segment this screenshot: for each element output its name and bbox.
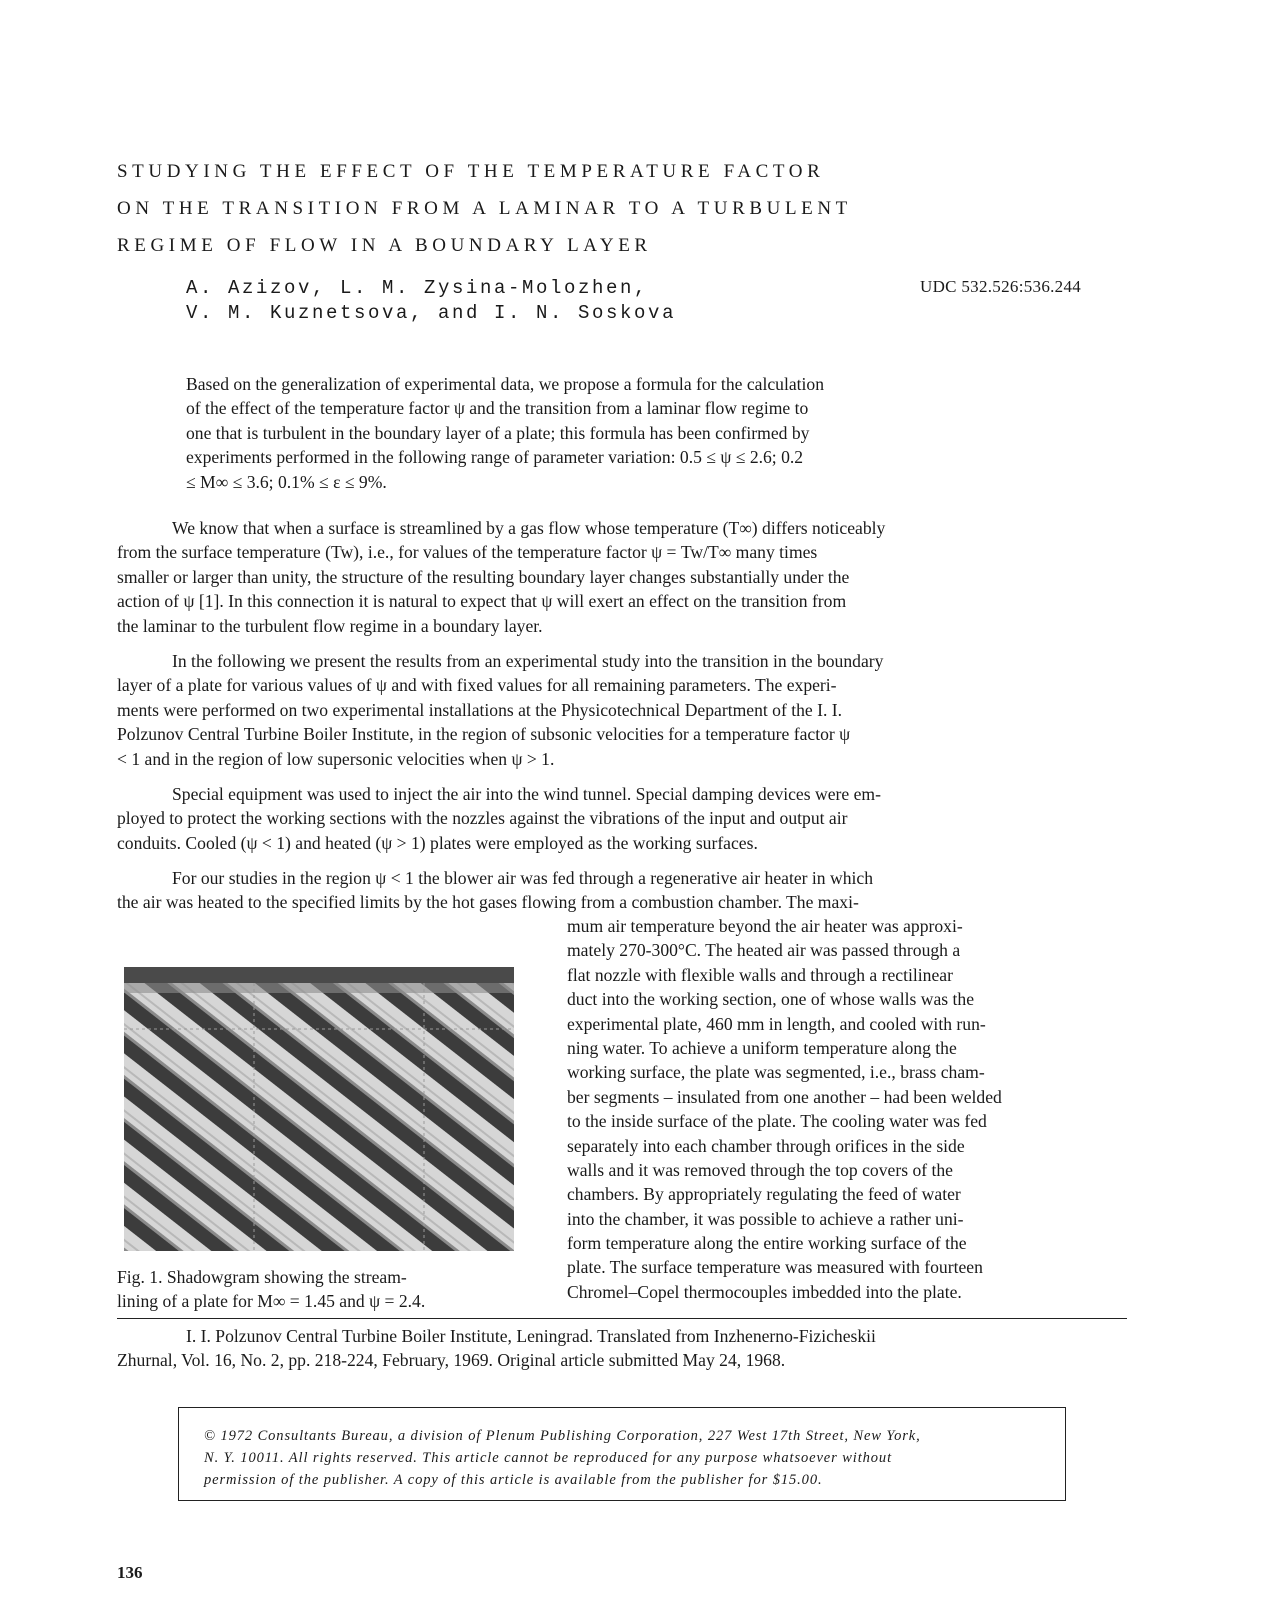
text-line: mately 270-300°C. The heated air was passed through a — [567, 940, 961, 961]
affiliation-footnote — [117, 1324, 1127, 1373]
text-line: < 1 and in the region of low supersonic velocities when ψ > 1. — [117, 748, 555, 769]
body-paragraph-2 — [117, 649, 1127, 771]
text-line: layer of a plate for various values of ψ and with fixed values for all remaining parameters. The experi- — [117, 675, 837, 696]
text-line: ning water. To achieve a uniform temperature along the — [567, 1037, 957, 1058]
abstract-line: experiments performed in the following range of parameter variation: 0.5 ≤ ψ ≤ 2.6; 0.2 — [186, 447, 804, 468]
body-paragraph-4 — [117, 866, 1127, 915]
author-line: V. M. Kuznetsova, and I. N. Soskova — [186, 302, 677, 324]
text-line: the air was heated to the specified limits by the hot gases flowing from a combustion chamber. The maxi- — [117, 892, 859, 913]
text-line: Chromel–Copel thermocouples imbedded into the plate. — [567, 1281, 962, 1302]
text-line: chambers. By appropriately regulating the feed of water — [567, 1184, 961, 1205]
text-line: working surface, the plate was segmented, i.e., brass cham- — [567, 1062, 985, 1083]
caption-line: lining of a plate for M∞ = 1.45 and ψ = 2.4. — [117, 1291, 426, 1312]
text-line: ployed to protect the working sections with the nozzles against the vibrations of the input and output air — [117, 808, 848, 829]
text-line: separately into each chamber through orifices in the side — [567, 1135, 965, 1156]
text-line: to the inside surface of the plate. The cooling water was fed — [567, 1111, 987, 1132]
shadowgram-image — [124, 967, 514, 1251]
title-line: ON THE TRANSITION FROM A LAMINAR TO A TURBULENT — [117, 198, 852, 219]
udc-code: UDC 532.526:536.244 — [920, 277, 1082, 296]
text-line: flat nozzle with flexible walls and through a rectilinear — [567, 964, 953, 985]
caption-line: Fig. 1. Shadowgram showing the stream- — [117, 1267, 407, 1287]
footnote-divider — [117, 1318, 1127, 1319]
abstract-line: one that is turbulent in the boundary layer of a plate; this formula has been confirmed by — [186, 422, 810, 443]
figure-caption — [117, 1265, 425, 1314]
copyright-text — [204, 1425, 921, 1491]
text-line: conduits. Cooled (ψ < 1) and heated (ψ > 1) plates were employed as the working surfaces. — [117, 832, 758, 853]
abstract-line: of the effect of the temperature factor ψ and the transition from a laminar flow regime to — [186, 398, 809, 419]
text-line: We know that when a surface is streamlined by a gas flow whose temperature (T∞) differs noticeably — [172, 518, 886, 538]
body-paragraph-4-column — [567, 914, 1147, 1304]
text-line: duct into the working section, one of whose walls was the — [567, 989, 975, 1010]
copyright-line: © 1972 Consultants Bureau, a division of Plenum Publishing Corporation, 227 West 17th Street, New York, — [204, 1428, 921, 1444]
text-line: plate. The surface temperature was measured with fourteen — [567, 1257, 983, 1278]
shadowgram-figure — [124, 967, 514, 1251]
copyright-line: N. Y. 10011. All rights reserved. This article cannot be reproduced for any purpose whatsoever without — [204, 1450, 893, 1466]
text-line: form temperature along the entire working surface of the — [567, 1233, 967, 1254]
text-line: mum air temperature beyond the air heater was approxi- — [567, 916, 963, 936]
text-line: smaller or larger than unity, the structure of the resulting boundary layer changes substantially under the — [117, 566, 850, 587]
text-line: experimental plate, 460 mm in length, and cooled with run- — [567, 1013, 986, 1034]
text-line: action of ψ [1]. In this connection it is natural to expect that ψ will exert an effect on the transition from — [117, 591, 847, 612]
copyright-box — [178, 1407, 1066, 1501]
body-paragraph-1 — [117, 516, 1127, 638]
text-line: the laminar to the turbulent flow regime in a boundary layer. — [117, 615, 543, 636]
author-line: A. Azizov, L. M. Zysina-Molozhen, — [186, 277, 649, 299]
text-line: In the following we present the results from an experimental study into the transition in the boundary — [172, 651, 884, 671]
abstract-line: Based on the generalization of experimental data, we propose a formula for the calculation — [186, 374, 825, 394]
text-line: ments were performed on two experimental installations at the Physicotechnical Department of the I. I. — [117, 699, 843, 720]
text-line: from the surface temperature (Tw), i.e., for values of the temperature factor ψ = Tw/T∞ many times — [117, 542, 818, 563]
article-title — [117, 153, 1017, 264]
affiliation-line: Zhurnal, Vol. 16, No. 2, pp. 218-224, February, 1969. Original article submitted May 24, 1968. — [117, 1350, 786, 1371]
text-line: walls and it was removed through the top covers of the — [567, 1159, 953, 1180]
abstract — [186, 372, 1056, 494]
text-line: into the chamber, it was possible to achieve a rather uni- — [567, 1208, 964, 1229]
abstract-line: ≤ M∞ ≤ 3.6; 0.1% ≤ ε ≤ 9%. — [186, 471, 387, 492]
text-line: For our studies in the region ψ < 1 the blower air was fed through a regenerative air heater in which — [172, 868, 874, 888]
text-line: Polzunov Central Turbine Boiler Institute, in the region of subsonic velocities for a temperature factor ψ — [117, 724, 851, 745]
title-line: REGIME OF FLOW IN A BOUNDARY LAYER — [117, 235, 652, 256]
body-paragraph-3 — [117, 782, 1127, 855]
affiliation-line: I. I. Polzunov Central Turbine Boiler Institute, Leningrad. Translated from Inzhenerno-Fizicheskii — [186, 1326, 876, 1346]
authors — [186, 276, 676, 326]
copyright-line: permission of the publisher. A copy of this article is available from the publisher for $15.00. — [204, 1472, 823, 1488]
page-number: 136 — [117, 1563, 143, 1582]
title-line: STUDYING THE EFFECT OF THE TEMPERATURE FACTOR — [117, 161, 825, 182]
text-line: ber segments – insulated from one another – had been welded — [567, 1086, 1002, 1107]
text-line: Special equipment was used to inject the air into the wind tunnel. Special damping devices were em- — [172, 784, 881, 804]
